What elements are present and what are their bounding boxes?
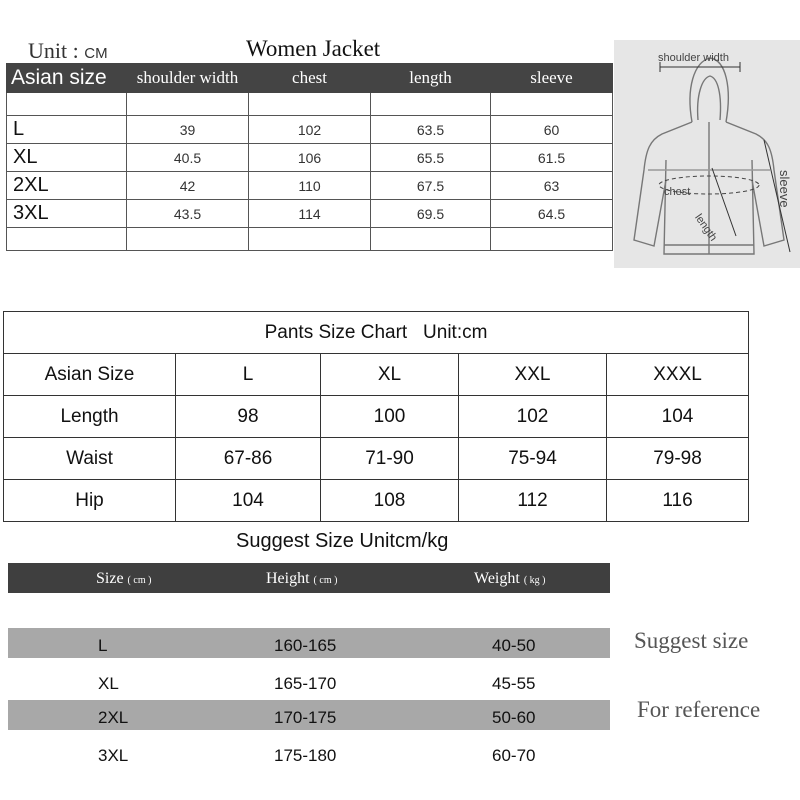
- suggest-header-height: [266, 570, 337, 588]
- suggest-header-height-label: Height: [266, 570, 310, 587]
- pants-row-label: Hip: [4, 480, 176, 522]
- jacket-chest-cell: 106: [249, 144, 371, 172]
- pants-header-size: XXXL: [607, 354, 749, 396]
- jacket-shoulder-cell: 43.5: [127, 200, 249, 228]
- pants-cell: 75-94: [459, 438, 607, 480]
- suggest-header-size: [96, 570, 151, 588]
- table-row: [7, 172, 613, 200]
- pants-cell: 112: [459, 480, 607, 522]
- jacket-shoulder-cell: 39: [127, 116, 249, 144]
- jacket-length-cell: 63.5: [371, 116, 491, 144]
- jacket-empty-row: [7, 228, 613, 251]
- jacket-header-size: Asian size: [7, 64, 127, 93]
- pants-caption-row: [4, 312, 749, 354]
- jacket-header-sleeve: sleeve: [491, 64, 613, 93]
- suggest-weight-cell: 40-50: [492, 636, 536, 655]
- suggest-weight-cell: 50-60: [492, 708, 536, 727]
- jacket-sleeve-cell: 60: [491, 116, 613, 144]
- table-row: [4, 480, 749, 522]
- pants-header-size: XXL: [459, 354, 607, 396]
- table-row: [4, 438, 749, 480]
- suggest-size-cell: XL: [98, 674, 119, 693]
- pants-cell: 79-98: [607, 438, 749, 480]
- for-reference-note: For reference: [637, 697, 761, 722]
- jacket-header-row: [7, 64, 613, 93]
- suggest-height-cell: 175-180: [274, 746, 337, 765]
- suggest-header-weight: [474, 570, 545, 588]
- jacket-header-shoulder: shoulder width: [127, 64, 249, 93]
- suggest-height-cell: 160-165: [274, 636, 337, 655]
- pants-cell: 100: [321, 396, 459, 438]
- figure-sleeve-label: sleeve: [777, 170, 792, 208]
- jacket-sleeve-cell: 63: [491, 172, 613, 200]
- suggest-header-bar: [8, 563, 610, 593]
- pants-cell: 104: [176, 480, 321, 522]
- jacket-length-cell: 69.5: [371, 200, 491, 228]
- table-row: [4, 396, 749, 438]
- pants-header-row: [4, 354, 749, 396]
- pants-cell: 104: [607, 396, 749, 438]
- suggest-size-cell: L: [98, 636, 108, 655]
- pants-cell: 71-90: [321, 438, 459, 480]
- pants-cell: 67-86: [176, 438, 321, 480]
- figure-length-label: length: [692, 212, 720, 244]
- pants-header-label: Asian Size: [4, 354, 176, 396]
- jacket-unit-label: Unit :: [28, 38, 79, 63]
- list-item: [8, 666, 610, 696]
- figure-shoulder-label: shoulder width: [658, 52, 729, 64]
- jacket-shoulder-cell: 40.5: [127, 144, 249, 172]
- pants-header-size: L: [176, 354, 321, 396]
- list-item: [8, 738, 610, 768]
- jacket-shoulder-cell: 42: [127, 172, 249, 200]
- jacket-length-cell: 67.5: [371, 172, 491, 200]
- jacket-sleeve-cell: 61.5: [491, 144, 613, 172]
- jacket-size-cell: XL: [7, 144, 127, 172]
- suggest-header-size-label: Size: [96, 570, 124, 587]
- pants-row-label: Length: [4, 396, 176, 438]
- jacket-chest-cell: 110: [249, 172, 371, 200]
- suggest-size-cell: 3XL: [98, 746, 129, 765]
- jacket-chest-cell: 102: [249, 116, 371, 144]
- table-row: [7, 144, 613, 172]
- suggest-title: Suggest Size Unitcm/kg: [236, 530, 449, 552]
- jacket-sleeve-cell: 64.5: [491, 200, 613, 228]
- pants-cell: 98: [176, 396, 321, 438]
- jacket-title: Women Jacket: [246, 36, 381, 61]
- suggest-header-weight-unit: ( kg ): [523, 575, 546, 586]
- suggest-header-height-unit: ( cm ): [313, 575, 338, 586]
- suggest-header-weight-label: Weight: [474, 570, 520, 587]
- suggest-header-size-unit: ( cm ): [127, 575, 152, 586]
- suggest-height-cell: 165-170: [274, 674, 337, 693]
- list-item: [8, 700, 610, 730]
- pants-cell: 108: [321, 480, 459, 522]
- jacket-size-cell: L: [7, 116, 127, 144]
- jacket-unit: [28, 38, 108, 64]
- list-item: [8, 628, 610, 658]
- pants-cell: 102: [459, 396, 607, 438]
- jacket-unit-value: CM: [84, 45, 108, 62]
- jacket-chest-cell: 114: [249, 200, 371, 228]
- jacket-size-cell: 3XL: [7, 200, 127, 228]
- pants-row-label: Waist: [4, 438, 176, 480]
- pants-header-size: XL: [321, 354, 459, 396]
- suggest-weight-cell: 45-55: [492, 674, 536, 693]
- pants-caption: Pants Size Chart Unit:cm: [4, 312, 749, 354]
- jacket-measurement-figure: [614, 40, 800, 268]
- table-row: [7, 200, 613, 228]
- jacket-empty-row: [7, 93, 613, 116]
- suggest-weight-cell: 60-70: [492, 746, 536, 765]
- suggest-size-note: Suggest size: [634, 628, 749, 653]
- suggest-height-cell: 170-175: [274, 708, 337, 727]
- jacket-size-table: [6, 63, 613, 251]
- jacket-length-cell: 65.5: [371, 144, 491, 172]
- jacket-size-cell: 2XL: [7, 172, 127, 200]
- pants-size-table: [3, 311, 749, 522]
- figure-chest-label: chest: [664, 186, 691, 198]
- table-row: [7, 116, 613, 144]
- suggest-size-cell: 2XL: [98, 708, 129, 727]
- pants-cell: 116: [607, 480, 749, 522]
- jacket-header-chest: chest: [249, 64, 371, 93]
- jacket-header-length: length: [371, 64, 491, 93]
